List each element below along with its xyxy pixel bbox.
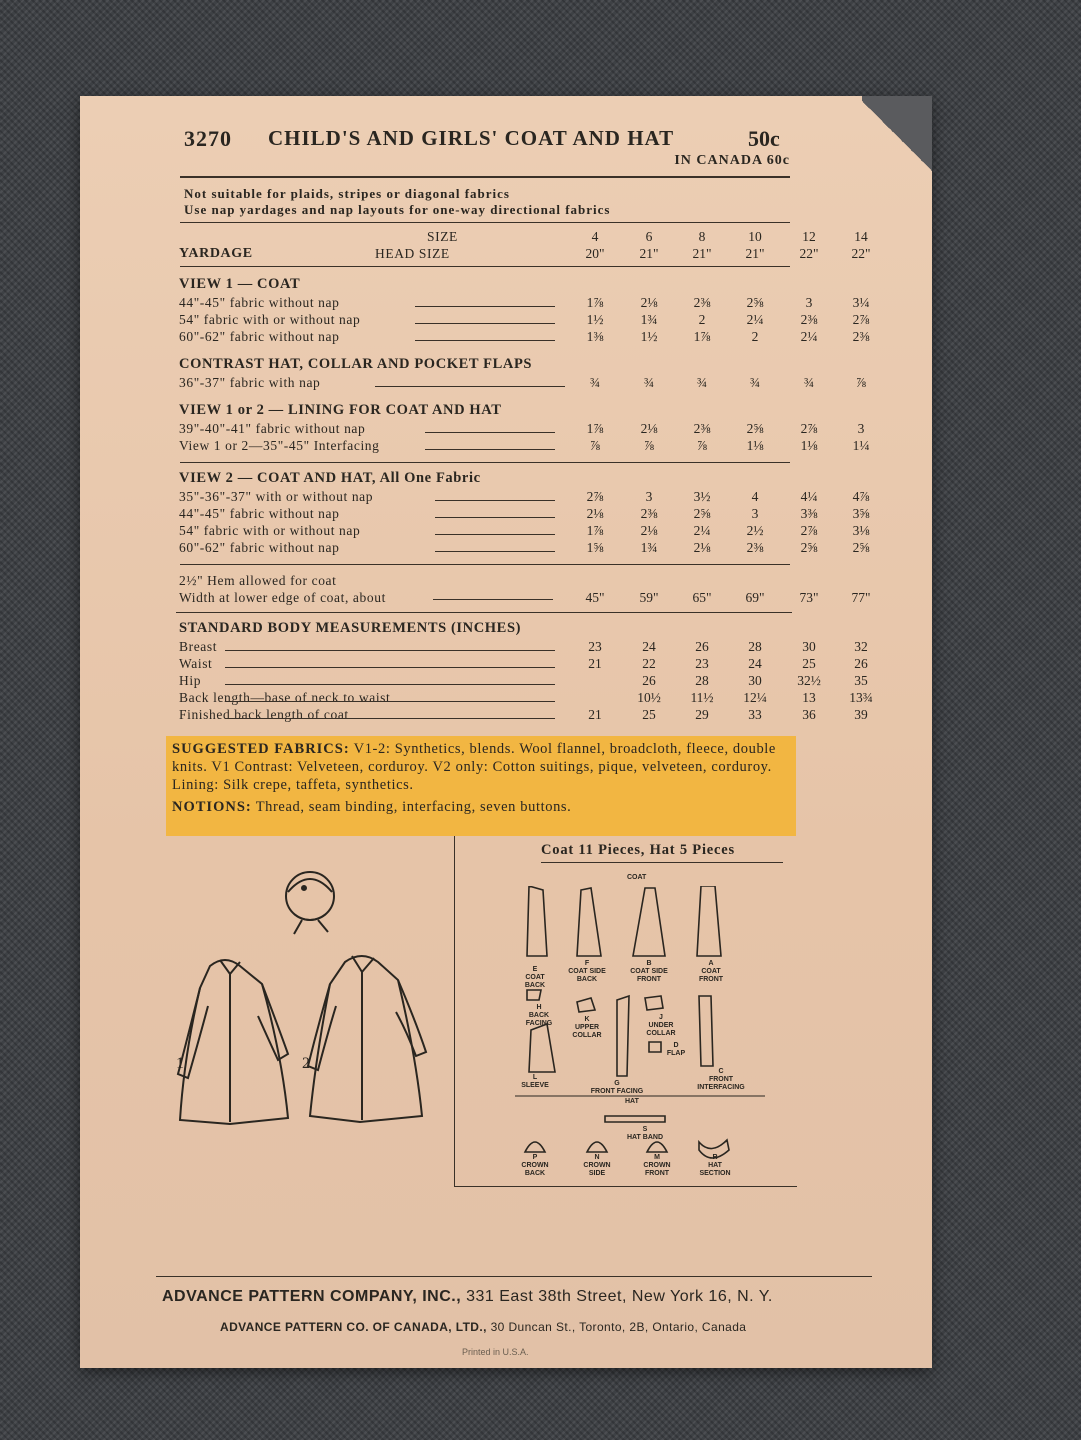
label-under-collar: J UNDER COLLAR <box>646 1014 676 1037</box>
piece-back-facing <box>527 990 541 1000</box>
label-hat-band: S HAT BAND <box>626 1126 664 1141</box>
table-cell: 36 <box>802 707 816 722</box>
measurements-section <box>175 618 873 723</box>
envelope-corner <box>862 96 932 176</box>
label-sleeve: L SLEEVE <box>521 1074 549 1089</box>
table-cell: 26 <box>695 639 709 654</box>
table-cell: ⅞ <box>696 438 708 453</box>
width-cell: 65" <box>692 590 712 605</box>
table-cell: 1⅝ <box>586 540 604 555</box>
piece-coat-front <box>697 886 721 956</box>
table-cell: 23 <box>588 639 602 654</box>
head-size-cell: 21" <box>639 246 659 261</box>
table-cell: 2½ <box>746 523 764 538</box>
row-label: 44"-45" fabric without nap <box>179 506 340 521</box>
coat-view-1 <box>178 960 288 1124</box>
table-cell: 2⅜ <box>746 540 764 555</box>
suggested-fabrics-label: SUGGESTED FABRICS: <box>172 741 350 757</box>
row-label: View 1 or 2—35"-45" Interfacing <box>179 438 380 453</box>
table-row <box>175 539 870 556</box>
table-row <box>175 488 870 505</box>
table-cell: 3⅜ <box>800 506 818 521</box>
table-cell: 1⅞ <box>693 329 711 344</box>
table-cell: 3 <box>645 489 653 504</box>
table-cell: 4¼ <box>800 489 818 504</box>
hat-sketch <box>286 872 334 934</box>
pattern-title: CHILD'S AND GIRLS' COAT AND HAT <box>268 126 675 150</box>
coat-pieces-heading: COAT <box>627 874 647 881</box>
table-cell: 1⅞ <box>586 421 604 436</box>
hem-label: 2½" Hem allowed for coat <box>179 573 337 588</box>
head-size-cell: 21" <box>692 246 712 261</box>
canada-company-address: 30 Duncan St., Toronto, 2B, Ontario, Canada <box>490 1320 747 1334</box>
head-size-cell: 22" <box>799 246 819 261</box>
table-cell: ⅞ <box>643 438 655 453</box>
piece-upper-collar <box>577 998 595 1012</box>
table-cell: 29 <box>695 707 709 722</box>
label-back-facing: H BACK FACING <box>525 1004 553 1027</box>
piece-under-collar <box>645 996 663 1010</box>
leader-line <box>425 432 555 433</box>
note-plaids: Not suitable for plaids, stripes or diagonal fabrics <box>184 186 510 201</box>
table-cell: 1¾ <box>640 540 658 555</box>
table-cell: 2¼ <box>746 312 764 327</box>
table-cell: 10½ <box>637 690 661 705</box>
label-coat-front: A COAT FRONT <box>698 960 724 983</box>
printed-in: Printed in U.S.A. <box>462 1347 529 1357</box>
leader-line <box>435 517 555 518</box>
label-crown-side: N CROWN SIDE <box>583 1154 611 1177</box>
table-cell: 3⅝ <box>852 506 870 521</box>
table-cell: 1½ <box>640 329 658 344</box>
table-row <box>175 420 865 437</box>
piece-flap <box>649 1042 661 1052</box>
row-label: 60"-62" fabric without nap <box>179 540 340 555</box>
row-label: Back length—base of neck to waist <box>179 690 391 705</box>
hat-pieces-heading: HAT <box>625 1098 639 1105</box>
notes-rule <box>180 222 790 223</box>
table-row <box>175 638 868 655</box>
table-cell: 2⅛ <box>586 506 604 521</box>
leader-line <box>433 599 553 600</box>
size-cell: 8 <box>698 229 706 244</box>
leader-line <box>415 306 555 307</box>
table-cell: 2⅝ <box>746 295 764 310</box>
width-cell: 45" <box>585 590 605 605</box>
row-label: Breast <box>179 639 218 654</box>
canada-company-name: ADVANCE PATTERN CO. OF CANADA, LTD., <box>220 1320 487 1334</box>
piece-coat-back <box>527 886 547 956</box>
label-upper-collar: K UPPER COLLAR <box>572 1016 602 1039</box>
table-cell: 1⅞ <box>586 523 604 538</box>
table-cell: 24 <box>642 639 656 654</box>
size-cell: 14 <box>854 229 868 244</box>
table-cell: 32½ <box>797 673 821 688</box>
leader-line <box>435 551 555 552</box>
table-cell: 11½ <box>690 690 714 705</box>
table-cell: 35 <box>854 673 868 688</box>
table-row <box>175 689 873 706</box>
table-cell: 2¼ <box>800 329 818 344</box>
table-cell: 1⅛ <box>800 438 818 453</box>
row-label: 54" fabric with or without nap <box>179 523 361 538</box>
table-cell: 13¾ <box>849 690 873 705</box>
size-label: SIZE <box>427 229 458 244</box>
leader-line <box>435 534 555 535</box>
row-label: Waist <box>179 656 213 671</box>
piece-hat-band <box>605 1116 665 1122</box>
size-cell: 4 <box>591 229 599 244</box>
row-label: 54" fabric with or without nap <box>179 312 361 327</box>
size-cell: 12 <box>802 229 816 244</box>
head-size-label: HEAD SIZE <box>375 246 450 261</box>
section-title: VIEW 1 or 2 — LINING FOR COAT AND HAT <box>179 402 502 418</box>
suggested-fabrics-text: V1-2: Synthetics, blends. Wool flannel, broadcloth, fleece, double knits. V1 Contrast: Velveteen, corduroy. V2 only: Cotton suitings, pique, velveteen, corduroy. Lining: Silk crepe, taffeta, synthetics. <box>172 741 776 793</box>
table-cell: 2⅞ <box>586 489 604 504</box>
table-row <box>175 655 868 672</box>
section-title: CONTRAST HAT, COLLAR AND POCKET FLAPS <box>179 356 533 372</box>
leader-line <box>225 650 555 651</box>
canada-price: IN CANADA 60c <box>674 153 790 168</box>
table-cell: 21 <box>588 707 602 722</box>
row-label: 39"-40"-41" fabric without nap <box>179 421 366 436</box>
coat-view-2 <box>308 956 426 1122</box>
section-title: VIEW 2 — COAT AND HAT, All One Fabric <box>179 470 481 486</box>
row-label: Finished back length of coat <box>179 707 349 722</box>
garment-views-illustration <box>170 856 440 1156</box>
table-cell: 2⅛ <box>640 421 658 436</box>
table-cell: ¾ <box>589 375 601 390</box>
table-cell: 2⅛ <box>693 540 711 555</box>
label-crown-front: M CROWN FRONT <box>643 1154 671 1177</box>
lining-rule <box>180 462 790 463</box>
table-cell: 4⅞ <box>852 489 870 504</box>
leader-line <box>425 449 555 450</box>
table-cell: 1½ <box>586 312 604 327</box>
leader-line <box>225 701 555 702</box>
table-cell: 2⅞ <box>800 523 818 538</box>
row-label: 36"-37" fabric with nap <box>179 375 321 390</box>
pattern-pieces-panel <box>454 836 797 1187</box>
size-cell: 6 <box>645 229 653 244</box>
label-crown-back: P CROWN BACK <box>521 1154 549 1177</box>
table-cell: 3¼ <box>852 295 870 310</box>
table-cell: ¾ <box>643 375 655 390</box>
view-1-label: 1 <box>176 1055 184 1072</box>
table-cell: 12¼ <box>743 690 767 705</box>
table-cell: 30 <box>748 673 762 688</box>
table-cell: 2 <box>751 329 759 344</box>
table-cell: 3 <box>857 421 865 436</box>
piece-coat-side-back <box>577 888 601 956</box>
label-front-interfacing: C FRONT INTERFACING <box>697 1068 745 1091</box>
table-cell: ¾ <box>749 375 761 390</box>
table-row <box>175 437 870 454</box>
size-cell: 10 <box>748 229 762 244</box>
pieces-title: Coat 11 Pieces, Hat 5 Pieces <box>541 842 735 858</box>
section-title: STANDARD BODY MEASUREMENTS (INCHES) <box>179 620 522 636</box>
table-cell: 2⅜ <box>640 506 658 521</box>
table-cell: 26 <box>854 656 868 671</box>
hem-section <box>175 572 871 606</box>
leader-line <box>415 340 555 341</box>
head-size-cell: 21" <box>745 246 765 261</box>
pattern-envelope <box>80 96 932 1368</box>
table-cell: 2⅜ <box>693 421 711 436</box>
table-cell: ⅞ <box>855 375 867 390</box>
label-coat-side-back: F COAT SIDE BACK <box>568 960 606 983</box>
leader-line <box>225 718 555 719</box>
pieces-title-rule <box>541 862 783 863</box>
table-cell: 2⅛ <box>640 295 658 310</box>
table-cell: 2⅛ <box>640 523 658 538</box>
table-cell: 2⅞ <box>800 421 818 436</box>
table-cell: 2⅝ <box>852 540 870 555</box>
table-cell: 26 <box>642 673 656 688</box>
row-label: Hip <box>179 673 202 688</box>
table-cell: 2⅝ <box>693 506 711 521</box>
note-nap: Use nap yardages and nap layouts for one-way directional fabrics <box>184 202 611 217</box>
pattern-price: 50c <box>748 126 780 151</box>
table-cell: 22 <box>642 656 656 671</box>
table-cell: 2⅜ <box>800 312 818 327</box>
view2-rule <box>180 564 790 565</box>
table-cell: 1¼ <box>852 438 870 453</box>
table-row <box>175 706 868 723</box>
table-cell: 4 <box>751 489 759 504</box>
table-row <box>175 505 870 522</box>
table-cell: 33 <box>748 707 762 722</box>
yardage-label: YARDAGE <box>179 246 253 261</box>
table-row <box>175 672 868 689</box>
table-cell: 24 <box>748 656 762 671</box>
footer-rule <box>156 1276 872 1277</box>
head-size-cell: 22" <box>851 246 871 261</box>
notions-label: NOTIONS: <box>172 799 252 815</box>
table-cell: 1⅛ <box>746 438 764 453</box>
company-line <box>162 1288 773 1306</box>
label-front-facing: G FRONT FACING <box>590 1080 644 1095</box>
table-cell: 2⅞ <box>852 312 870 327</box>
leader-line <box>225 667 555 668</box>
piece-crown-side <box>587 1142 607 1152</box>
piece-front-interfacing <box>699 996 713 1066</box>
table-cell: 39 <box>854 707 868 722</box>
leader-line <box>435 500 555 501</box>
table-cell: 3 <box>805 295 813 310</box>
row-label: 60"-62" fabric without nap <box>179 329 340 344</box>
piece-sleeve <box>529 1024 555 1072</box>
width-cell: 69" <box>745 590 765 605</box>
pattern-number: 3270 <box>184 126 232 151</box>
suggested-fabrics <box>172 740 792 816</box>
table-cell: 32 <box>854 639 868 654</box>
leader-line <box>225 684 555 685</box>
table-row <box>175 311 870 328</box>
table-cell: ¾ <box>803 375 815 390</box>
table-cell: 1¾ <box>640 312 658 327</box>
size-rule <box>180 266 790 267</box>
table-cell: 3½ <box>693 489 711 504</box>
row-label: 35"-36"-37" with or without nap <box>179 489 374 504</box>
header-rule <box>180 176 790 178</box>
table-cell: ⅞ <box>589 438 601 453</box>
lining-section <box>175 400 870 454</box>
table-cell: 25 <box>642 707 656 722</box>
company-name: ADVANCE PATTERN COMPANY, INC., <box>162 1288 462 1305</box>
label-hat-section: R HAT SECTION <box>699 1154 731 1177</box>
table-cell: 28 <box>748 639 762 654</box>
table-cell: 1⅜ <box>586 329 604 344</box>
piece-front-facing <box>617 996 629 1076</box>
row-label: 44"-45" fabric without nap <box>179 295 340 310</box>
piece-coat-side-front <box>633 888 665 956</box>
table-cell: 25 <box>802 656 816 671</box>
label-coat-side-front: B COAT SIDE FRONT <box>630 960 668 983</box>
leader-line <box>375 386 565 387</box>
piece-crown-front <box>647 1142 667 1152</box>
table-cell: 2⅝ <box>800 540 818 555</box>
table-cell: 1⅞ <box>586 295 604 310</box>
table-cell: 2⅜ <box>852 329 870 344</box>
view-2-label: 2 <box>302 1055 310 1072</box>
view1-section <box>175 274 870 345</box>
table-cell: 2⅝ <box>746 421 764 436</box>
section-title: VIEW 1 — COAT <box>179 276 301 292</box>
contrast-section <box>175 354 867 391</box>
table-cell: ¾ <box>696 375 708 390</box>
leader-line <box>415 323 555 324</box>
notions <box>172 798 792 816</box>
table-cell: 3⅛ <box>852 523 870 538</box>
company-address: 331 East 38th Street, New York 16, N. Y. <box>466 1288 773 1305</box>
canada-company-line <box>220 1320 746 1334</box>
width-rule <box>176 612 792 613</box>
table-cell: 23 <box>695 656 709 671</box>
table-row <box>175 328 870 345</box>
width-label: Width at lower edge of coat, about <box>179 590 386 605</box>
head-size-cell: 20" <box>585 246 605 261</box>
table-cell: 3 <box>751 506 759 521</box>
label-coat-back: E COAT BACK <box>524 966 546 989</box>
view2-section <box>175 468 870 556</box>
table-cell: 30 <box>802 639 816 654</box>
table-cell: 2⅜ <box>693 295 711 310</box>
table-row <box>175 374 867 391</box>
width-cell: 77" <box>851 590 871 605</box>
table-cell: 2 <box>698 312 706 327</box>
width-cell: 59" <box>639 590 659 605</box>
table-cell: 2¼ <box>693 523 711 538</box>
notions-text: Thread, seam binding, interfacing, seven buttons. <box>255 799 572 815</box>
table-cell: 21 <box>588 656 602 671</box>
width-cell: 73" <box>799 590 819 605</box>
table-cell: 13 <box>802 690 816 705</box>
piece-crown-back <box>525 1142 545 1152</box>
size-header <box>175 228 871 262</box>
label-flap: D FLAP <box>666 1042 686 1057</box>
table-row <box>175 522 870 539</box>
table-row <box>175 294 870 311</box>
table-cell: 28 <box>695 673 709 688</box>
